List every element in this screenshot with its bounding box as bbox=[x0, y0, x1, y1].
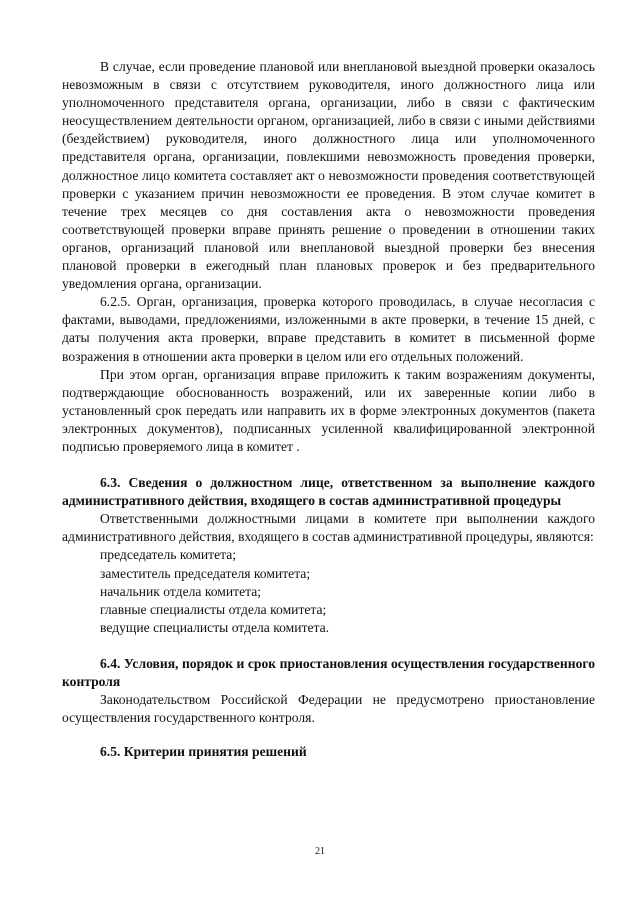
paragraph-6-2-5: 6.2.5. Орган, организация, проверка которого проводилась, в случае несогласия с фактами, выводами, предложениями, изложенными в акте проверки, в течение 15 дней, с даты получения акта проверки, вправе представить в комитет в письменной форме возражения в отношении акта проверки в целом или его отдельных положений. bbox=[62, 294, 595, 364]
document-page bbox=[62, 58, 595, 761]
paragraph-inspection-impossible: В случае, если проведение плановой или внеплановой выездной проверки оказалось невозможным в связи с отсутствием руководителя, иного должностного лица или уполномоченного представителя органа, организации, либо в связи с фактическим неосуществлением деятельности органом, организацией, либо в связи с иными действиями (бездействием) руководителя, иного должностного лица или уполномоченного представителя органа, организации, повлекшими невозможность проведения проверки, должностное лицо комитета составляет акт о невозможности проведения соответствующей проверки с указанием причин невозможности ее проведения. В этом случае комитет в течение трех месяцев со дня составления акта о невозможности проведения соответствующей проверки вправе принять решение о проведении в отношении таких органов, организаций плановой или внеплановой выездной проверки без внесения плановой проверки в ежегодный план плановых проверок и без предварительного уведомления органа, организации. bbox=[62, 59, 595, 292]
spacer bbox=[62, 456, 595, 474]
list-item: председатель комитета; bbox=[100, 547, 237, 563]
list-item: заместитель председателя комитета; bbox=[100, 565, 311, 581]
list-item: ведущие специалисты отдела комитета. bbox=[100, 619, 330, 635]
list-item: начальник отдела комитета; bbox=[100, 583, 262, 599]
page-number: 21 bbox=[315, 846, 325, 857]
heading-6-3: 6.3. Сведения о должностном лице, ответственном за выполнение каждого административного действия, входящего в состав административной процедуры bbox=[62, 475, 595, 509]
paragraph-suspension: Законодательством Российской Федерации не предусмотрено приостановление осуществления государственного контроля. bbox=[62, 692, 595, 726]
list-item: главные специалисты отдела комитета; bbox=[100, 601, 327, 617]
paragraph-responsible-persons: Ответственными должностными лицами в комитете при выполнении каждого административного действия, входящего в состав административной процедуры, являются: bbox=[62, 511, 595, 545]
spacer bbox=[62, 727, 595, 743]
spacer bbox=[62, 637, 595, 655]
heading-6-5: 6.5. Критерии принятия решений bbox=[100, 744, 307, 760]
heading-6-4: 6.4. Условия, порядок и срок приостановления осуществления государственного контроля bbox=[62, 655, 595, 689]
paragraph-objections: При этом орган, организация вправе приложить к таким возражениям документы, подтверждающие обоснованность возражений, или их заверенные копии либо в установленный срок передать или направить их в форме электронных документов (пакета электронных документов), подписанных усиленной квалифицированной электронной подписью проверяемого лица в комитет . bbox=[62, 366, 595, 454]
